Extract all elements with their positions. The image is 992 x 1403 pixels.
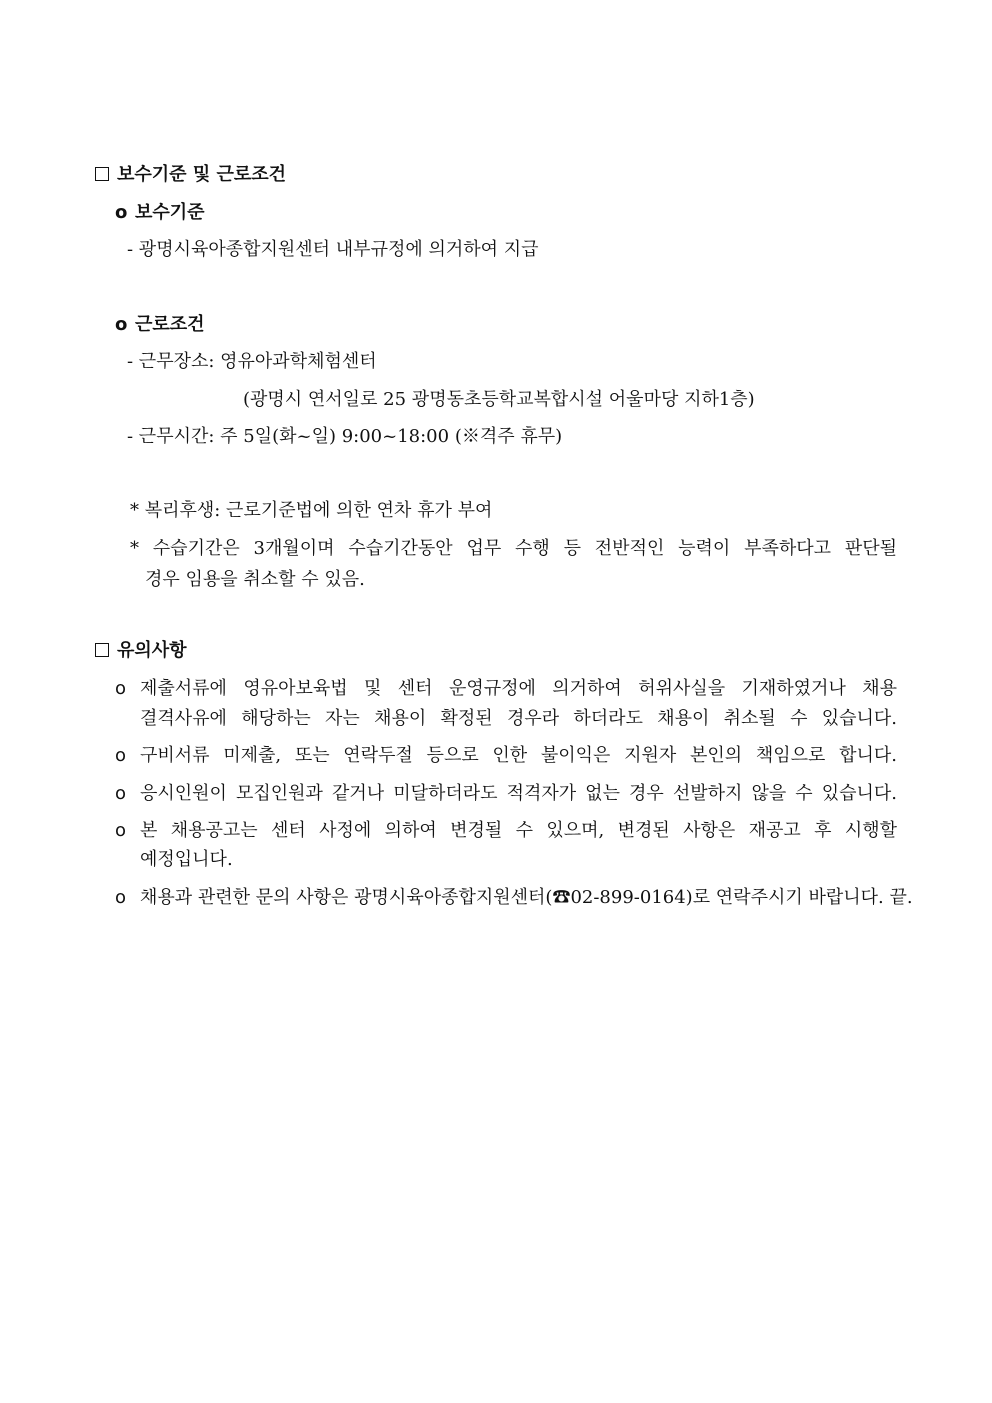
notice-item-4-line2: 예정입니다. bbox=[140, 849, 233, 870]
notice-item bbox=[115, 818, 135, 844]
subheading-pay bbox=[115, 200, 205, 226]
circle-bullet-icon: o bbox=[115, 783, 127, 804]
notice-item-1-line1: 제출서류에 영유아보육법 및 센터 운영규정에 의거하여 허위사실을 기재하였거나 채용 bbox=[140, 678, 897, 699]
circle-bullet-icon: o bbox=[115, 820, 127, 841]
checkbox-square-icon bbox=[95, 643, 109, 657]
circle-bullet-icon: o bbox=[115, 745, 127, 766]
circle-bullet-icon: o bbox=[115, 887, 127, 908]
section-title: 보수기준 및 근로조건 bbox=[117, 164, 287, 185]
circle-bullet-icon: o bbox=[115, 314, 128, 335]
notice-item-4-line1: 본 채용공고는 센터 사정에 의하여 변경될 수 있으며, 변경된 사항은 재공고 후 시행할 bbox=[140, 820, 897, 841]
notice-item bbox=[115, 743, 135, 769]
notice-item-5: 채용과 관련한 문의 사항은 광명시육아종합지원센터(☎02-899-0164)로 연락주시기 바랍니다. 끝. bbox=[140, 887, 913, 908]
subheading-text: 근로조건 bbox=[135, 314, 205, 335]
notice-item-1-line2: 결격사유에 해당하는 자는 채용이 확정된 경우라 하더라도 채용이 취소될 수 있습니다. bbox=[140, 708, 897, 729]
pay-detail: - 광명시육아종합지원센터 내부규정에 의거하여 지급 bbox=[127, 239, 539, 260]
circle-bullet-icon: o bbox=[115, 202, 128, 223]
work-place: - 근무장소: 영유아과학체험센터 bbox=[127, 351, 377, 372]
notice-item-3: 응시인원이 모집인원과 같거나 미달하더라도 적격자가 없는 경우 선발하지 않을 수 있습니다. bbox=[140, 783, 897, 804]
subheading-work bbox=[115, 312, 205, 338]
circle-bullet-icon: o bbox=[115, 678, 127, 699]
notice-item bbox=[115, 781, 135, 807]
section-title: 유의사항 bbox=[117, 640, 187, 661]
work-hours: - 근무시간: 주 5일(화~일) 9:00~18:00 (※격주 휴무) bbox=[127, 426, 563, 447]
checkbox-square-icon bbox=[95, 167, 109, 181]
subheading-text: 보수기준 bbox=[135, 202, 205, 223]
section-heading-pay-conditions bbox=[95, 162, 286, 188]
section-heading-notice bbox=[95, 638, 187, 664]
notice-item bbox=[115, 676, 135, 702]
notice-item bbox=[115, 885, 135, 911]
notice-item-2: 구비서류 미제출, 또는 연락두절 등으로 인한 불이익은 지원자 본인의 책임으로 합니다. bbox=[140, 745, 897, 766]
welfare-note: * 복리후생: 근로기준법에 의한 연차 휴가 부여 bbox=[130, 500, 493, 521]
probation-note-line2: 경우 임용을 취소할 수 있음. bbox=[145, 569, 365, 590]
work-address: (광명시 연서일로 25 광명동초등학교복합시설 어울마당 지하1층) bbox=[243, 389, 755, 410]
probation-note-line1: * 수습기간은 3개월이며 수습기간동안 업무 수행 등 전반적인 능력이 부족하다고 판단될 bbox=[130, 538, 897, 559]
